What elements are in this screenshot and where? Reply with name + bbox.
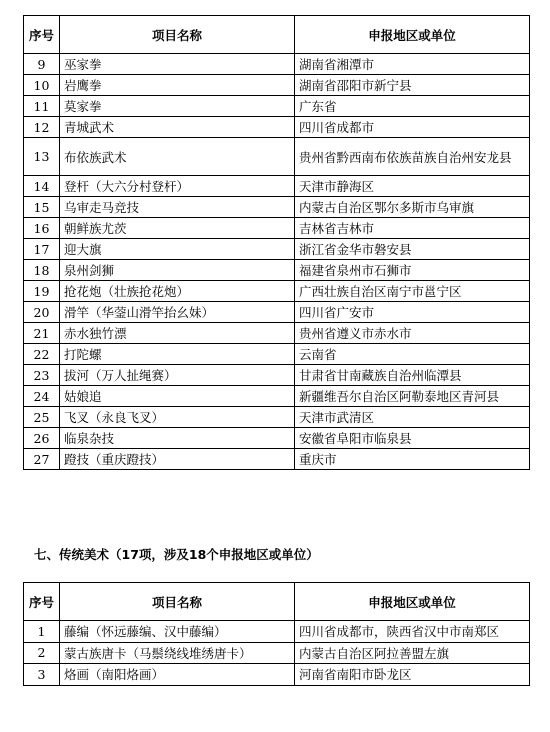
row-no: 13 bbox=[24, 138, 60, 176]
table-row bbox=[24, 281, 530, 302]
row-name: 迎大旗 bbox=[60, 239, 295, 260]
table-row bbox=[24, 449, 530, 470]
row-name: 朝鲜族尤茨 bbox=[60, 218, 295, 239]
row-no: 23 bbox=[24, 365, 60, 386]
row-no: 11 bbox=[24, 96, 60, 117]
table-row bbox=[24, 428, 530, 449]
table-row bbox=[24, 344, 530, 365]
row-region: 四川省成都市，陕西省汉中市南郑区 bbox=[295, 621, 530, 643]
table-row bbox=[24, 138, 530, 176]
row-region: 四川省广安市 bbox=[295, 302, 530, 323]
row-region: 吉林省吉林市 bbox=[295, 218, 530, 239]
header-name: 项目名称 bbox=[60, 16, 295, 54]
row-region: 河南省南阳市卧龙区 bbox=[295, 664, 530, 686]
table-row bbox=[24, 197, 530, 218]
table-row bbox=[24, 75, 530, 96]
table-row bbox=[24, 218, 530, 239]
section-heading: 七、传统美术（17项，涉及18个申报地区或单位） bbox=[34, 547, 319, 562]
row-name: 抢花炮（壮族抢花炮） bbox=[60, 281, 295, 302]
table-header-row bbox=[24, 583, 530, 621]
header-name: 项目名称 bbox=[60, 583, 295, 621]
row-region: 新疆维吾尔自治区阿勒泰地区青河县 bbox=[295, 386, 530, 407]
heritage-table-fine-arts bbox=[23, 582, 530, 686]
table-row bbox=[24, 621, 530, 643]
table-row bbox=[24, 260, 530, 281]
row-no: 24 bbox=[24, 386, 60, 407]
row-region: 内蒙古自治区阿拉善盟左旗 bbox=[295, 642, 530, 664]
row-name: 蒙古族唐卡（马鬃绕线堆绣唐卡） bbox=[60, 642, 295, 664]
row-no: 25 bbox=[24, 407, 60, 428]
table-row bbox=[24, 54, 530, 75]
row-name: 泉州剑狮 bbox=[60, 260, 295, 281]
table-row bbox=[24, 302, 530, 323]
row-region: 湖南省邵阳市新宁县 bbox=[295, 75, 530, 96]
row-region: 浙江省金华市磐安县 bbox=[295, 239, 530, 260]
row-no: 16 bbox=[24, 218, 60, 239]
row-no: 27 bbox=[24, 449, 60, 470]
table-row bbox=[24, 642, 530, 664]
table-row bbox=[24, 117, 530, 138]
row-name: 滑竿（华蓥山滑竿抬幺妹） bbox=[60, 302, 295, 323]
row-name: 巫家拳 bbox=[60, 54, 295, 75]
table-header-row bbox=[24, 16, 530, 54]
row-region: 福建省泉州市石狮市 bbox=[295, 260, 530, 281]
header-region: 申报地区或单位 bbox=[295, 583, 530, 621]
row-name: 临泉杂技 bbox=[60, 428, 295, 449]
row-no: 17 bbox=[24, 239, 60, 260]
row-no: 9 bbox=[24, 54, 60, 75]
row-name: 莫家拳 bbox=[60, 96, 295, 117]
header-no: 序号 bbox=[24, 16, 60, 54]
row-region: 安徽省阜阳市临泉县 bbox=[295, 428, 530, 449]
row-name: 岩鹰拳 bbox=[60, 75, 295, 96]
row-no: 22 bbox=[24, 344, 60, 365]
table-row bbox=[24, 386, 530, 407]
row-no: 19 bbox=[24, 281, 60, 302]
row-name: 拔河（万人扯绳赛） bbox=[60, 365, 295, 386]
row-region: 贵州省遵义市赤水市 bbox=[295, 323, 530, 344]
row-no: 1 bbox=[24, 621, 60, 643]
row-name: 布依族武术 bbox=[60, 138, 295, 176]
row-no: 21 bbox=[24, 323, 60, 344]
row-name: 烙画（南阳烙画） bbox=[60, 664, 295, 686]
row-region: 天津市静海区 bbox=[295, 176, 530, 197]
row-region: 云南省 bbox=[295, 344, 530, 365]
row-name: 飞叉（永良飞叉） bbox=[60, 407, 295, 428]
row-no: 12 bbox=[24, 117, 60, 138]
row-no: 10 bbox=[24, 75, 60, 96]
row-no: 18 bbox=[24, 260, 60, 281]
row-name: 登杆（大六分村登杆） bbox=[60, 176, 295, 197]
table-row bbox=[24, 407, 530, 428]
row-name: 乌审走马竞技 bbox=[60, 197, 295, 218]
row-no: 14 bbox=[24, 176, 60, 197]
row-name: 青城武术 bbox=[60, 117, 295, 138]
row-region: 贵州省黔西南布依族苗族自治州安龙县 bbox=[295, 138, 530, 176]
header-region: 申报地区或单位 bbox=[295, 16, 530, 54]
row-region: 广东省 bbox=[295, 96, 530, 117]
table-row bbox=[24, 664, 530, 686]
row-no: 15 bbox=[24, 197, 60, 218]
table-row bbox=[24, 96, 530, 117]
row-region: 内蒙古自治区鄂尔多斯市乌审旗 bbox=[295, 197, 530, 218]
row-no: 26 bbox=[24, 428, 60, 449]
row-no: 3 bbox=[24, 664, 60, 686]
row-name: 藤编（怀远藤编、汉中藤编） bbox=[60, 621, 295, 643]
row-region: 重庆市 bbox=[295, 449, 530, 470]
table-row bbox=[24, 323, 530, 344]
row-name: 打陀螺 bbox=[60, 344, 295, 365]
table-row bbox=[24, 176, 530, 197]
row-region: 甘肃省甘南藏族自治州临潭县 bbox=[295, 365, 530, 386]
heritage-table-sports bbox=[23, 15, 530, 470]
row-region: 四川省成都市 bbox=[295, 117, 530, 138]
row-name: 蹬技（重庆蹬技） bbox=[60, 449, 295, 470]
row-region: 天津市武清区 bbox=[295, 407, 530, 428]
row-no: 2 bbox=[24, 642, 60, 664]
row-region: 湖南省湘潭市 bbox=[295, 54, 530, 75]
row-name: 赤水独竹漂 bbox=[60, 323, 295, 344]
table-row bbox=[24, 365, 530, 386]
row-name: 姑娘追 bbox=[60, 386, 295, 407]
row-region: 广西壮族自治区南宁市邕宁区 bbox=[295, 281, 530, 302]
table-row bbox=[24, 239, 530, 260]
row-no: 20 bbox=[24, 302, 60, 323]
header-no: 序号 bbox=[24, 583, 60, 621]
